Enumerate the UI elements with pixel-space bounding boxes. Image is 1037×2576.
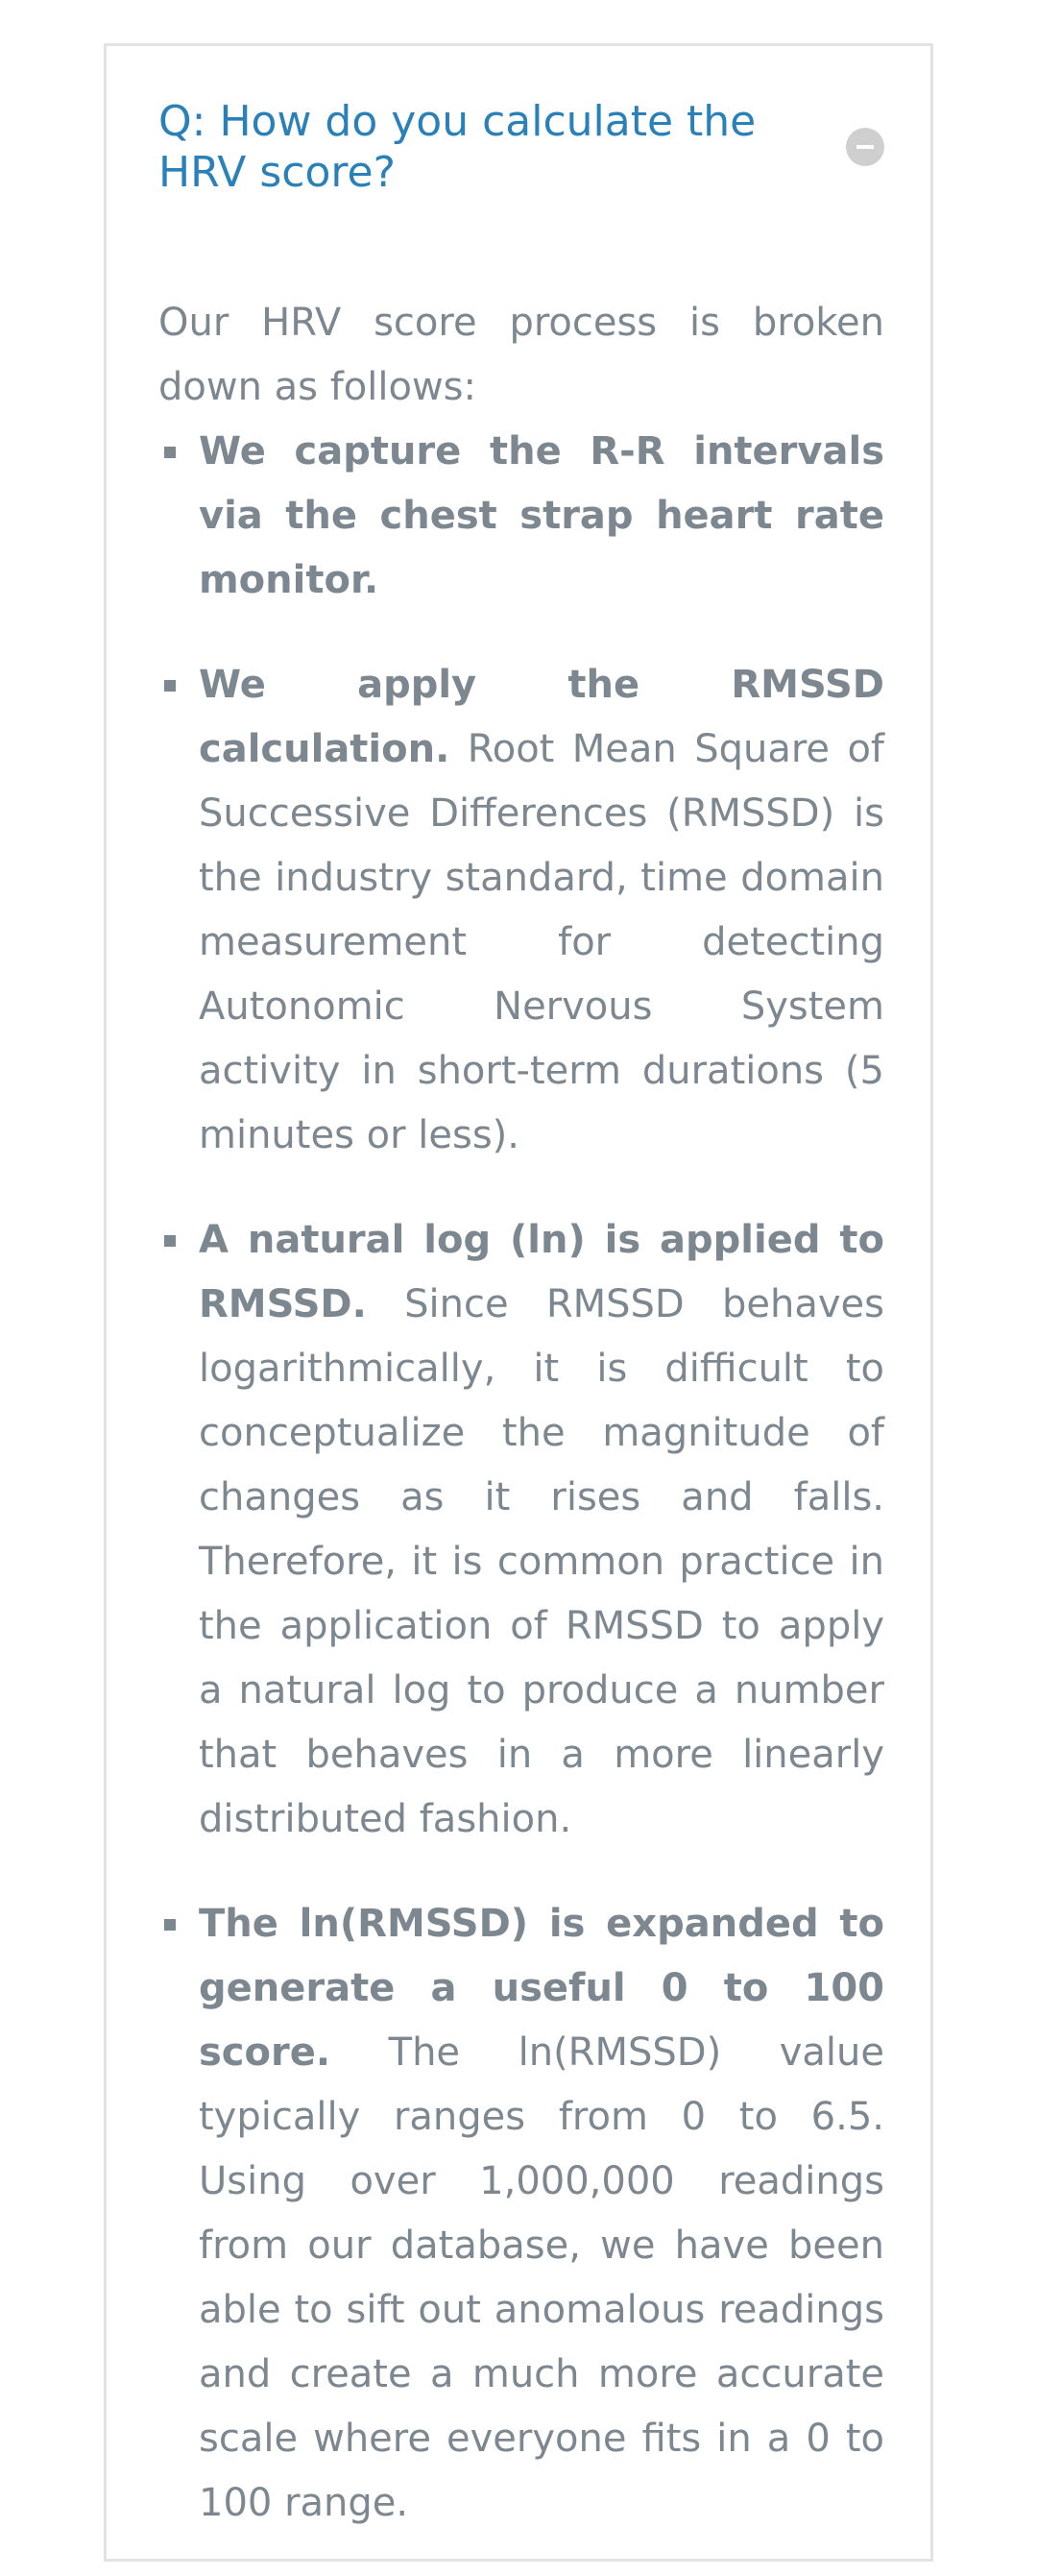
faq-question[interactable]: Q: How do you calculate the HRV score? (158, 97, 757, 197)
step-text: Since RMSSD behaves logarithmically, it is difficult to conceptualize the magnitude of changes as it rises and falls. Therefore, it is common practice in the application of RMSSD to apply a natural log to produce a number that behaves in a more linearly distributed fashion. (199, 1282, 884, 1841)
list-item (158, 420, 884, 613)
step-title: We apply the RMSSD calculation. (199, 663, 884, 771)
step-title: A natural log (ln) is applied to RMSSD. (199, 1218, 884, 1326)
step-title: The ln(RMSSD) is expanded to generate a useful 0 to 100 score. (199, 1902, 884, 2075)
step-text: The ln(RMSSD) value typically ranges from 0 to 6.5. Using over 1,000,000 readings from our database, we have been able to sift out anomalous readings and create a much more accurate scale where everyone fits in a 0 to 100 range. (199, 2030, 884, 2525)
square-bullet-icon (164, 447, 176, 458)
answer-intro: Our HRV score process is broken down as follows: (158, 301, 884, 409)
minus-circle-icon[interactable] (846, 128, 884, 166)
step-title: We capture the R-R intervals via the chest strap heart rate monitor. (199, 429, 884, 602)
faq-header[interactable] (158, 96, 884, 202)
list-item (158, 1892, 884, 2536)
square-bullet-icon (164, 680, 176, 692)
faq-answer (158, 291, 884, 2576)
square-bullet-icon (164, 1235, 176, 1247)
step-text: Root Mean Square of Successive Differences (RMSSD) is the industry standard, time domain measurement for detecting Autonomic Nervous System activity in short-term durations (5 minutes or less). (199, 727, 884, 1157)
list-item (158, 1208, 884, 1852)
list-item (158, 653, 884, 1168)
faq-card (104, 43, 933, 2562)
square-bullet-icon (164, 1919, 176, 1931)
steps-list (158, 420, 884, 2536)
